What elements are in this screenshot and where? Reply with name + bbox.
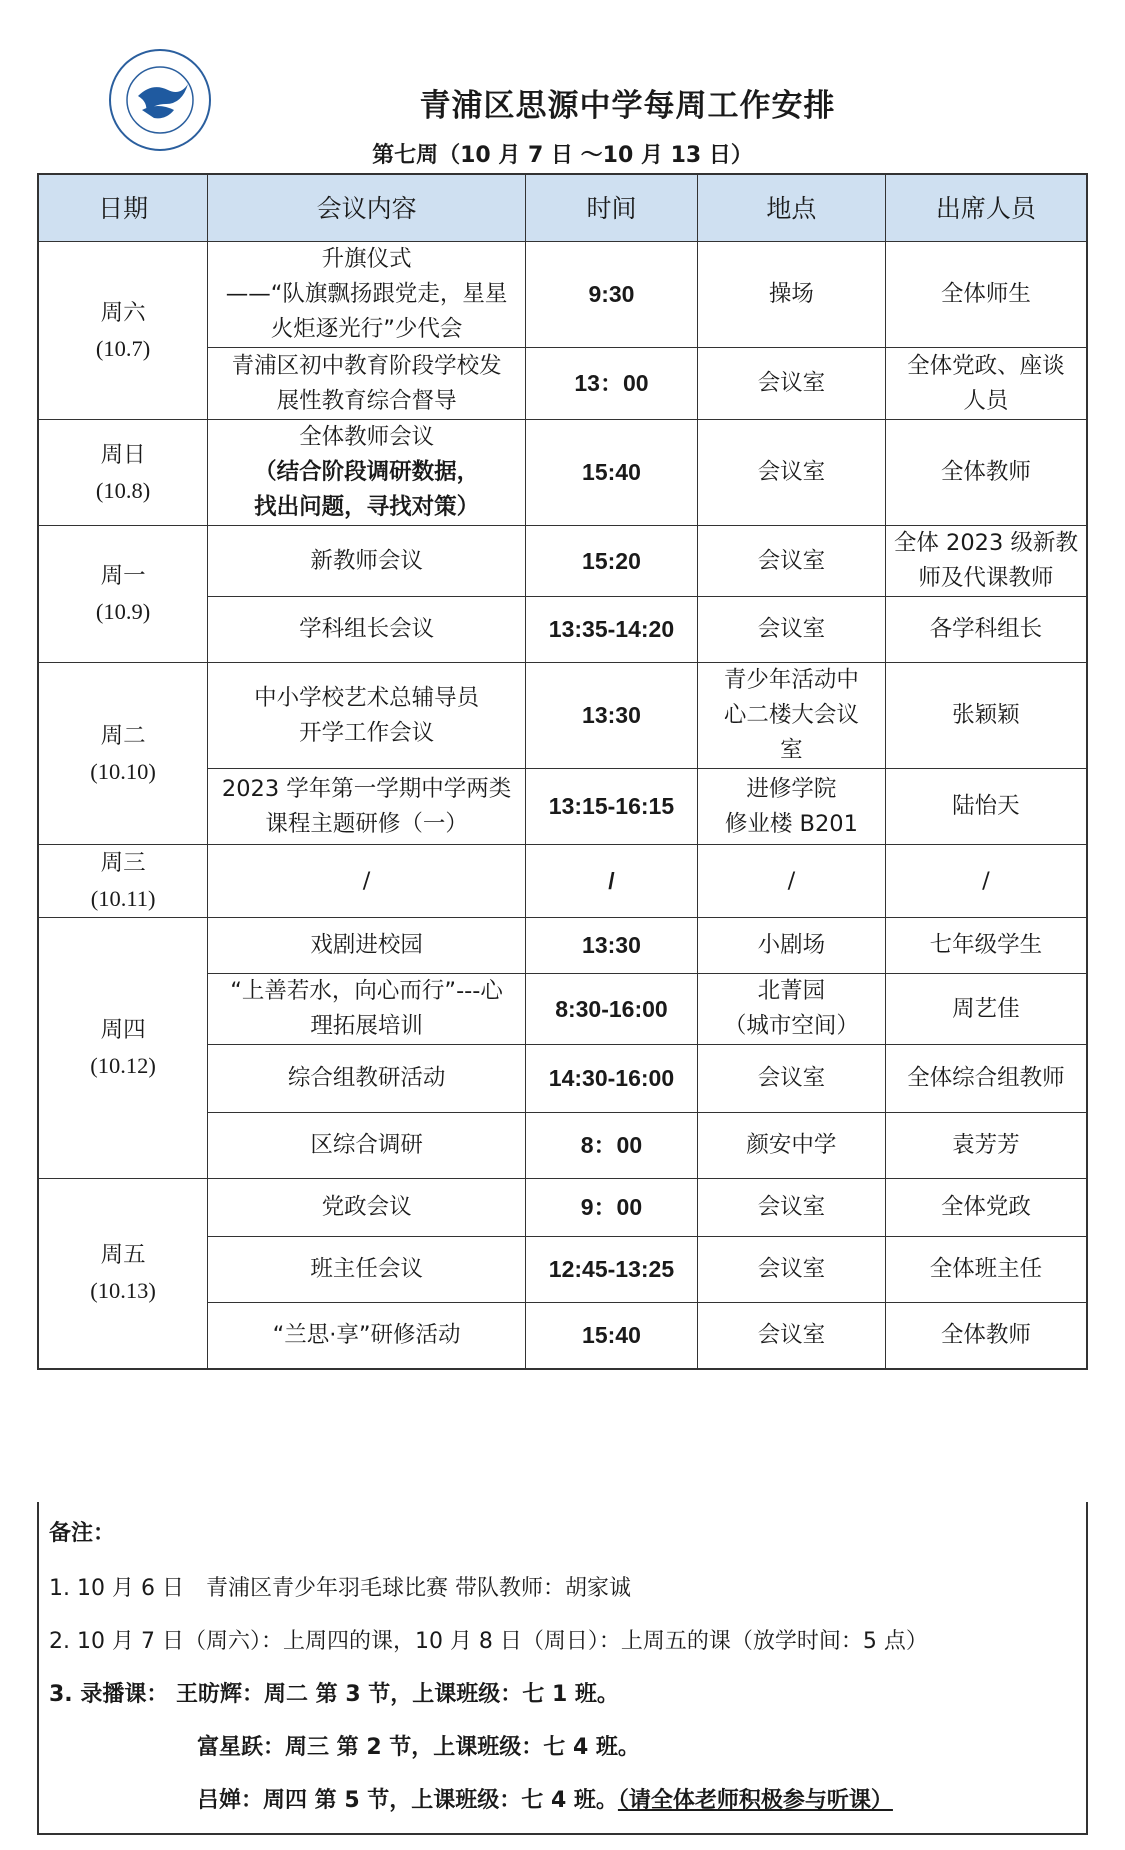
attendees-cell-line: 张颖颖	[952, 702, 1020, 728]
place-cell-line: 会议室	[757, 459, 826, 485]
recorded-lesson-3	[49, 1774, 1076, 1827]
column-header-attendees: 出席人员	[885, 174, 1087, 242]
attendees-cell-line: 全体班主任	[929, 1256, 1043, 1282]
table-row	[38, 420, 1087, 526]
meeting-content-cell-line: 展性教育综合督导	[276, 387, 457, 414]
meeting-content-cell	[208, 348, 526, 420]
recorded-lesson-1: 王昉辉：周二 第 3 节，上课班级：七 1 班。	[176, 1682, 619, 1707]
place-cell-line: 颜安中学	[746, 1132, 837, 1158]
attendees-cell	[885, 242, 1087, 348]
day-name: 周二	[100, 722, 146, 749]
meeting-content-cell	[208, 845, 526, 918]
attendees-cell-line: /	[982, 867, 990, 894]
attendees-cell-line: 陆怡天	[952, 793, 1020, 819]
listen-reminder: （请全体老师积极参与听课）	[617, 1788, 893, 1813]
note-item-3	[49, 1668, 1076, 1721]
attendees-cell-line: 师及代课教师	[918, 565, 1054, 591]
place-cell-line: 会议室	[757, 1256, 826, 1282]
time-cell: 15:40	[525, 1303, 697, 1369]
attendees-cell-line: 人员	[963, 387, 1009, 414]
week-subtitle: 第七周（10 月 7 日 ～10 月 13 日）	[372, 143, 753, 168]
attendees-cell-line: 全体综合组教师	[907, 1065, 1065, 1091]
time-cell: 9：00	[525, 1179, 697, 1237]
attendees-cell-line: 全体党政、座谈	[907, 352, 1065, 379]
meeting-content-cell-line: 青浦区初中教育阶段学校发	[231, 352, 502, 379]
meeting-content-cell	[208, 420, 526, 526]
table-row	[38, 1179, 1087, 1237]
meeting-content-cell-line: ——“队旗飘扬跟党走，星星	[225, 281, 508, 307]
place-cell	[697, 1303, 885, 1369]
recorded-lesson-2: 富星跃：周三 第 2 节，上课班级：七 4 班。	[197, 1735, 640, 1760]
time-cell: 13:30	[525, 663, 697, 769]
meeting-content-cell-line: 综合组教研活动	[287, 1065, 446, 1091]
place-cell	[697, 1237, 885, 1303]
place-cell	[697, 348, 885, 420]
attendees-cell-line: 各学科组长	[929, 616, 1043, 642]
meeting-content-cell-line: 2023 学年第一学期中学两类	[221, 775, 512, 802]
place-cell	[697, 1113, 885, 1179]
column-header-time: 时间	[525, 174, 697, 242]
notes-heading: 备注：	[49, 1521, 116, 1546]
table-row	[38, 663, 1087, 769]
attendees-cell	[885, 918, 1087, 974]
table-header-row	[38, 174, 1087, 242]
place-cell	[697, 769, 885, 845]
attendees-cell	[885, 663, 1087, 769]
attendees-cell	[885, 420, 1087, 526]
attendees-cell	[885, 974, 1087, 1045]
place-cell-line: 会议室	[757, 370, 826, 396]
meeting-content-cell	[208, 526, 526, 597]
place-cell	[697, 526, 885, 597]
day-cell	[38, 845, 208, 918]
attendees-cell-line: 全体 2023 级新教	[893, 530, 1078, 556]
attendees-cell	[885, 526, 1087, 597]
meeting-content-cell-line: 中小学校艺术总辅导员	[254, 684, 480, 711]
time-cell: 13:30	[525, 918, 697, 974]
attendees-cell-line: 全体师生	[940, 281, 1031, 307]
meeting-content-cell-line: “兰思·享”研修活动	[272, 1321, 461, 1348]
attendees-cell-line: 周艺佳	[952, 995, 1020, 1022]
day-name: 周五	[100, 1242, 146, 1269]
attendees-cell	[885, 1045, 1087, 1113]
day-name: 周一	[100, 563, 146, 589]
day-date: (10.8)	[95, 477, 151, 503]
meeting-content-cell-line: 课程主题研修（一）	[265, 810, 468, 837]
meeting-content-cell	[208, 1179, 526, 1237]
day-cell	[38, 526, 208, 663]
place-cell	[697, 242, 885, 348]
attendees-cell-line: 全体教师	[940, 459, 1031, 485]
attendees-cell-line: 全体党政	[940, 1194, 1031, 1220]
meeting-content-cell-line: 火炬逐光行”少代会	[270, 316, 463, 342]
attendees-cell	[885, 1179, 1087, 1237]
place-cell-line: 会议室	[757, 1194, 826, 1220]
column-header-content: 会议内容	[208, 174, 526, 242]
day-date: (10.13)	[90, 1278, 156, 1304]
attendees-cell-line: 七年级学生	[929, 932, 1043, 958]
meeting-content-cell-line: （结合阶段调研数据，	[254, 459, 480, 485]
place-cell-line: 进修学院	[746, 775, 837, 802]
place-cell-line: （城市空间）	[723, 1013, 859, 1039]
time-cell: 13:15-16:15	[525, 769, 697, 845]
table-row	[38, 845, 1087, 918]
meeting-content-cell-line: 戏剧进校园	[310, 932, 423, 958]
table-row	[38, 242, 1087, 348]
attendees-cell	[885, 348, 1087, 420]
notes-section	[37, 1502, 1088, 1835]
day-date: (10.7)	[95, 335, 151, 361]
attendees-cell	[885, 1303, 1087, 1369]
place-cell	[697, 597, 885, 663]
day-cell	[38, 1179, 208, 1369]
place-cell-line: 小剧场	[757, 932, 826, 958]
meeting-content-cell	[208, 769, 526, 845]
day-date: (10.10)	[90, 758, 156, 784]
table-row	[38, 526, 1087, 597]
day-cell	[38, 663, 208, 845]
meeting-content-cell-line: 理拓展培训	[310, 1013, 423, 1039]
day-cell	[38, 420, 208, 526]
place-cell-line: 会议室	[757, 547, 826, 574]
day-name: 周四	[100, 1017, 146, 1043]
attendees-cell	[885, 1237, 1087, 1303]
day-date: (10.12)	[90, 1053, 156, 1078]
day-cell	[38, 242, 208, 420]
place-cell	[697, 974, 885, 1045]
meeting-content-cell-line: 全体教师会议	[299, 424, 435, 450]
meeting-content-cell-line: 开学工作会议	[299, 719, 435, 746]
meeting-content-cell	[208, 974, 526, 1045]
time-cell: 8：00	[525, 1113, 697, 1179]
schedule-table	[37, 173, 1088, 1370]
place-cell-line: 室	[780, 737, 803, 763]
meeting-content-cell	[208, 1045, 526, 1113]
meeting-content-cell-line: 区综合调研	[310, 1132, 423, 1158]
day-name: 周三	[100, 850, 146, 876]
attendees-cell	[885, 769, 1087, 845]
place-cell-line: 会议室	[757, 1321, 826, 1348]
place-cell	[697, 420, 885, 526]
recorded-lesson-3-text: 吕婵：周四 第 5 节，上课班级：七 4 班。	[197, 1788, 618, 1813]
time-cell: 9:30	[525, 242, 697, 348]
day-name: 周六	[100, 299, 146, 326]
place-cell-line: /	[787, 867, 796, 894]
meeting-content-cell-line: /	[362, 867, 371, 894]
meeting-content-cell	[208, 597, 526, 663]
meeting-content-cell	[208, 1303, 526, 1369]
note-item-3-label: 3. 录播课：	[49, 1682, 169, 1707]
day-date: (10.11)	[90, 886, 156, 911]
meeting-content-cell	[208, 1113, 526, 1179]
meeting-content-cell-line: 新教师会议	[310, 547, 423, 574]
meeting-content-cell-line: “上善若水，向心而行”---心	[230, 978, 503, 1004]
time-cell: 15:40	[525, 420, 697, 526]
note-item-1: 1. 10 月 6 日 青浦区青少年羽毛球比赛 带队教师：胡家诚	[49, 1576, 631, 1601]
place-cell-line: 青少年活动中	[723, 667, 859, 693]
time-cell: 12:45-13:25	[525, 1237, 697, 1303]
day-name: 周日	[100, 441, 146, 468]
note-item-2: 2. 10 月 7 日（周六）：上周四的课，10 月 8 日（周日）：上周五的课（放学时间：5 点）	[49, 1629, 928, 1654]
meeting-content-cell	[208, 242, 526, 348]
time-cell: /	[525, 845, 697, 918]
time-cell: 13:35-14:20	[525, 597, 697, 663]
meeting-content-cell-line: 党政会议	[321, 1194, 412, 1220]
time-cell: 15:20	[525, 526, 697, 597]
meeting-content-cell-line: 班主任会议	[310, 1256, 423, 1282]
attendees-cell	[885, 597, 1087, 663]
meeting-content-cell-line: 升旗仪式	[321, 246, 412, 272]
time-cell: 13：00	[525, 348, 697, 420]
place-cell	[697, 1179, 885, 1237]
place-cell-line: 操场	[768, 281, 814, 307]
attendees-cell-line: 袁芳芳	[952, 1132, 1020, 1158]
meeting-content-cell	[208, 918, 526, 974]
schedule-body	[38, 242, 1087, 1369]
day-date: (10.9)	[95, 599, 151, 624]
place-cell-line: 北菁园	[757, 978, 826, 1004]
table-row	[38, 918, 1087, 974]
meeting-content-cell	[208, 663, 526, 769]
page-title: 青浦区思源中学每周工作安排	[419, 88, 836, 124]
place-cell-line: 心二楼大会议	[723, 702, 859, 728]
place-cell	[697, 663, 885, 769]
place-cell	[697, 845, 885, 918]
time-cell: 14:30-16:00	[525, 1045, 697, 1113]
day-cell	[38, 918, 208, 1179]
place-cell	[697, 918, 885, 974]
attendees-cell-line: 全体教师	[940, 1321, 1031, 1348]
meeting-content-cell-line: 学科组长会议	[299, 616, 435, 642]
place-cell-line: 修业楼 B201	[724, 810, 858, 837]
place-cell-line: 会议室	[757, 1065, 826, 1091]
attendees-cell	[885, 845, 1087, 918]
place-cell-line: 会议室	[757, 616, 826, 642]
place-cell	[697, 1045, 885, 1113]
column-header-date: 日期	[38, 174, 208, 242]
attendees-cell	[885, 1113, 1087, 1179]
meeting-content-cell-line: 找出问题，寻找对策）	[254, 494, 480, 520]
column-header-place: 地点	[697, 174, 885, 242]
time-cell: 8:30-16:00	[525, 974, 697, 1045]
meeting-content-cell	[208, 1237, 526, 1303]
